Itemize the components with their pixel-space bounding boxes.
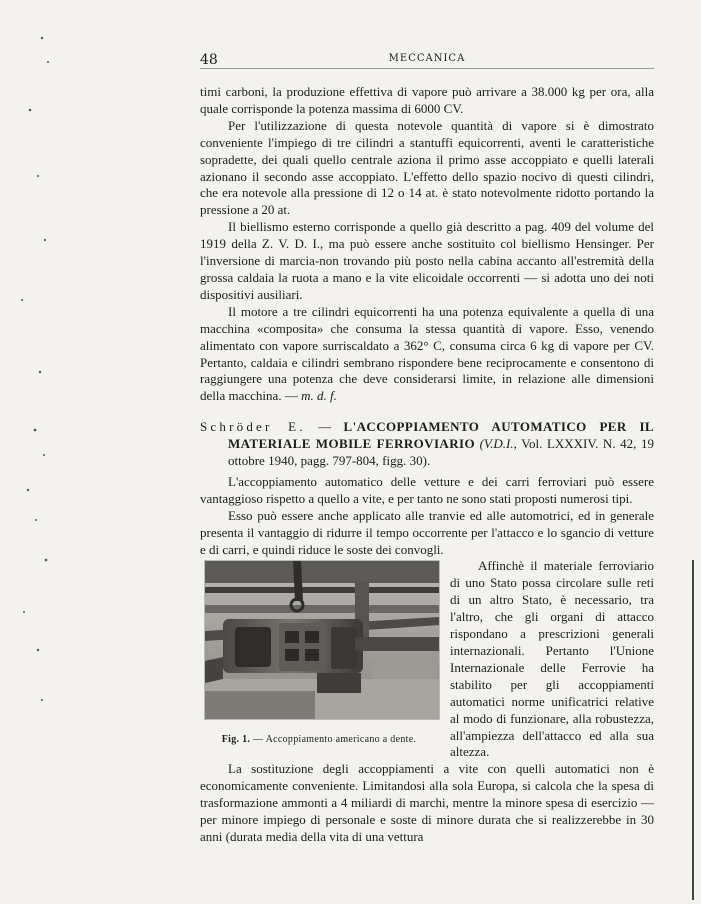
author-signature: m. d. f. <box>301 388 337 404</box>
scan-margin-noise <box>0 0 70 900</box>
figure-label: Fig. 1. <box>221 734 251 746</box>
header-rule <box>200 68 654 69</box>
figure-1 <box>200 560 438 746</box>
reference-details: Vol. LXXXIV. N. 42, 19 ottobre 1940, pagg. 797-804, figg. 30). <box>228 436 655 469</box>
intro-paragraph-4-text: Il motore a tre cilindri equicorrenti ha una potenza equivalente a quella di una macchina «composita» che consuma la stessa quantità di vapore. Esso, venendo alimentato con vapore surriscaldato a 362° C, consuma circa 6 kg di vapore per CV. Pertanto, caldaia e cilindri sembrano rispondere bene reciprocamente e consentono di raggiungere una potenza che deve considerarsi limite, in relazione alle dimensioni della macchina. — <box>200 303 654 404</box>
reference-dash: — <box>318 419 332 435</box>
coupler-photo <box>204 560 440 720</box>
reference-author: Schröder E. <box>200 419 306 435</box>
article-paragraph-1: L'accoppiamento automatico delle vetture e dei carri ferroviari può essere vantaggioso rispetto a quello a vite, e per tanto ne sono stati proposti numerosi tipi. <box>200 473 654 506</box>
bibliographic-reference <box>200 419 654 470</box>
figure-caption <box>200 734 438 746</box>
article-paragraph-2-text: Esso può essere anche applicato alle tranvie ed alle automotrici, ed in generale presenta il vantaggio di ridurre il tempo occorrente per l'attacco e lo sgancio di vetture e di carri, e quindi riduce le soste dei convogli. <box>200 507 654 557</box>
page-body <box>200 84 654 846</box>
page-number: 48 <box>200 52 218 68</box>
intro-paragraph-1: timi carboni, la produzione effettiva di vapore può arrivare a 38.000 kg per ora, alla quale corrisponde la potenza massima di 6000 CV. <box>200 84 654 116</box>
scan-edge-shadow <box>692 560 694 900</box>
intro-paragraph-3: Il biellismo esterno corrisponde a quello già descritto a pag. 409 del volume del 1919 della Z. V. D. I., ma può essere anche sostituito col biellismo Hensinger. Per l'inversione di marcia-non trovando più posto nella cabina accanto all'estremità della grossa caldaia la ruota a mano e la vite elicoidale occorrenti — si adotta uno dei noti dispositivi ausiliari. <box>200 219 654 302</box>
article-paragraph-2-lead <box>200 508 654 559</box>
article-paragraph-3: Affinchè il materiale ferroviario di uno Stato possa circolare sulle reti di un altro Stato, è necessario, tra l'altro, che gli organi di attacco rispondano a prescrizioni generali internazionali. Pertanto l'Unione Internazionale delle Ferrovie ha stabilito per gli accoppiamenti automatici norme unificatrici relative al modo di funzionare, alla robustezza, all'ampiezza dell'attacco ed alla sua altezza. <box>450 558 654 760</box>
reference-journal: (V.D.I., <box>479 436 517 452</box>
section-title: MECCANICA <box>388 53 466 64</box>
running-header <box>200 52 654 68</box>
figure-caption-text: — Accoppiamento americano a dente. <box>253 734 417 746</box>
reference-title: L'ACCOPPIAMENTO AUTOMATICO PER IL MATERIALE MOBILE FERROVIARIO <box>228 419 654 452</box>
article-paragraph-4: La sostituzione degli accoppiamenti a vite con quelli automatici non è economicamente conveniente. Limitandosi alla sola Europa, si calcola che la spesa di trasformazione ammonti a 4 miliardi di marchi, mentre la minore spesa di esercizio — per minore impiego di personale e soste di minore durata che si realizzerebbe in 30 anni (durata media della vita di una vettura <box>200 761 654 844</box>
intro-paragraph-2: Per l'utilizzazione di questa notevole quantità di vapore si è dimostrato conveniente l'impiego di tre cilindri a stantuffi equicorrenti, aventi le caratteristiche sopradette, dei quali quello centrale aziona il primo asse accoppiato e quelli laterali azionano il secondo asse accoppiato. L'effetto dello spazio nocivo di questi cilindri, che era notevole alla pressione di 12 o 14 at. è stato notevolmente ridotto portando la pressione a 20 at. <box>200 117 654 218</box>
intro-paragraph-4 <box>200 304 654 405</box>
